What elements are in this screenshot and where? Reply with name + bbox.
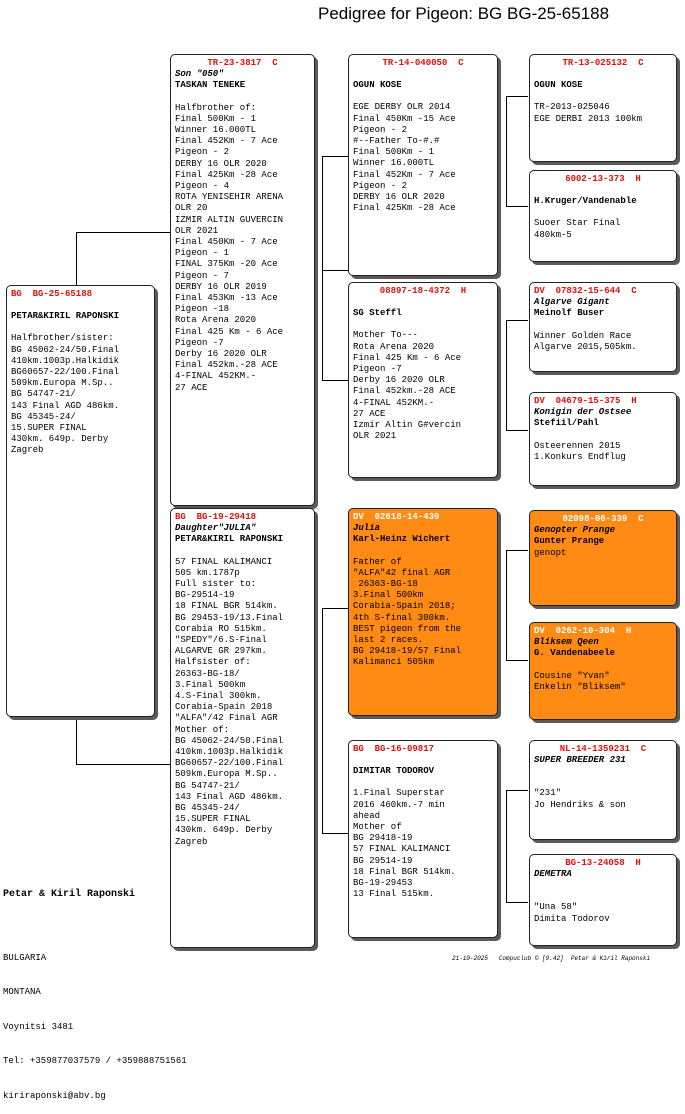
connector-line — [322, 156, 323, 286]
pigeon-notes: 57 FINAL KALIMANCI 505 km.1787p Full sister to: BG-29514-19 18 FINAL BGR 514km. BG 29453-19/13.Final Corabia RO 515km. "SPEDY"/6.S-Final ALGARVE GR 297km. Halfsister of: 26363-BG-18/ 3.Final 500km 4.S-Final 300km. Corabia-Spain 2018 "ALFA"/42 Final AGR Mother of: BG 45062-24/50.Final 410km.1003p.Halkidik BG60657-22/100.Final 509km.Europa M.Sp.. BG 54747-21/ 143 Final AGD 486km. BG 45345-24/ 15.SUPER FINAL 430km. 649p. Derby Zagreb — [175, 556, 284, 847]
sire-dam-card[interactable] — [348, 282, 498, 478]
sire-sire-card[interactable] — [348, 54, 498, 276]
dd-dam-card[interactable] — [529, 854, 677, 946]
pigeon-notes: Halfbrother/sister: BG 45062-24/50.Final 410km.1003p.Halkidik BG60657-22/100.Final 509km.Europa M.Sp.. BG 54747-21/ 143 Final AGD 486km. BG 45345-24/ 15.SUPER FINAL 430km. 649p. Derby Zagreb — [11, 333, 120, 456]
connector-line — [506, 550, 528, 551]
ring-number: TR-13-025132 C — [562, 58, 644, 68]
pigeon-name: Bliksem Qeen — [534, 637, 599, 648]
connector-line — [506, 96, 507, 206]
owner-name: PETAR&KIRIL RAPONSKI — [175, 534, 284, 545]
connector-line — [76, 764, 170, 765]
connector-line — [322, 833, 348, 834]
pigeon-name: Konigin der Ostsee — [534, 407, 632, 418]
footer-owner: Petar & Kiril Raponski — [570, 955, 651, 962]
connector-line — [506, 550, 507, 660]
ring-number: DV 04679-15-375 H — [534, 396, 637, 406]
footer-date: 21-10-2025 — [452, 955, 489, 962]
connector-line — [76, 232, 77, 287]
pigeon-name: Daughter"JULIA" — [175, 523, 257, 534]
ring-number: 6002-13-373 H — [565, 174, 641, 184]
owner-name: DIMITAR TODOROV — [353, 766, 435, 777]
connector-line — [506, 790, 528, 791]
connector-line — [322, 608, 323, 833]
connector-line — [506, 902, 528, 903]
pigeon-name: DEMETRA — [534, 869, 572, 880]
ring-number: BG-13-24058 H — [565, 858, 641, 868]
pigeon-notes: genopt — [534, 547, 567, 558]
pigeon-notes: Suoer Star Final 480km-5 — [534, 218, 621, 240]
pigeon-name: SUPER BREEDER 231 — [534, 755, 626, 766]
pigeon-notes: Halfbrother of: Final 500Km - 1 Winner 16.000TL Final 452Km - 7 Ace Pigeon - 2 DERBY 16 OLR 2020 Final 425Km -28 Ace Pigeon - 4 ROTA YENISEHIR ARENA OLR 20 IZMIR ALTIN GUVERCIN OLR 2021 Final 450Km - 7 Ace Pigeon - 1 FINAL 375Km -20 Ace Pigeon - 7 DERBY 16 OLR 2019 Final 453Km -13 Ace Pigeon -18 Rota Arena 2020 Final 425 Km - 6 Ace Pigeon -7 Derby 16 2020 OLR Final 452km.-28 ACE 4-FINAL 452KM.- 27 ACE — [175, 102, 284, 393]
connector-line — [322, 156, 348, 157]
pigeon-notes: Mother To--- Rota Arena 2020 Final 425 Km - 6 Ace Pigeon -7 Derby 16 2020 OLR Final 452km.-28 ACE 4-FINAL 452KM.- 27 ACE Izmir Altin G#vercin OLR 2021 — [353, 330, 462, 442]
breeder-name: Petar & Kiril Raponski — [3, 889, 136, 900]
dam-sire-card[interactable] — [348, 508, 498, 716]
breeder-phone: Tel: +359877037579 / +359888751561 — [3, 1056, 187, 1066]
owner-name: SG Steffl — [353, 308, 402, 319]
connector-line — [506, 320, 528, 321]
connector-line — [322, 270, 323, 380]
sd-dam-card[interactable] — [529, 392, 677, 486]
ss-sire-card[interactable] — [529, 54, 677, 162]
dd-sire-card[interactable] — [529, 740, 677, 840]
ring-number: NL-14-1359231 C — [559, 744, 647, 754]
ss-dam-card[interactable] — [529, 170, 677, 262]
pigeon-notes: TR-2013-025046 EGE DERBI 2013 100km — [534, 102, 643, 124]
breeder-email[interactable]: kiriraponski@abv.bg — [3, 1090, 106, 1101]
pigeon-notes: Winner Golden Race Algarve 2015,505km. — [534, 330, 637, 352]
ring-number: DV 07832-15-644 C — [534, 286, 637, 296]
owner-name: Karl-Heinz Wichert — [353, 534, 451, 545]
pigeon-name: Son "050" — [175, 69, 224, 80]
pigeon-notes: 1.Final Superstar 2016 460km.-7 min ahead Mother of BG 29418-19 57 FINAL KALIMANCI BG 29514-19 18 Final BGR 514km. BG-19-29453 13 Final 515km. — [353, 788, 456, 900]
owner-name: Meinolf Buser — [534, 308, 605, 319]
connector-line — [506, 320, 507, 430]
subject-card[interactable] — [6, 285, 155, 717]
sire-card[interactable] — [170, 54, 315, 506]
breeder-street: Voynitsi 3481 — [3, 1021, 74, 1032]
connector-line — [506, 430, 528, 431]
pigeon-name: Genopter Prange — [534, 525, 616, 536]
ring-number: TR-23-3817 C — [207, 58, 278, 68]
dam-card[interactable] — [170, 508, 315, 948]
owner-name: Gunter Prange — [534, 536, 605, 547]
owner-name: PETAR&KIRIL RAPONSKI — [11, 311, 120, 322]
pigeon-notes: EGE DERBY OLR 2014 Final 450Km -15 Ace Pigeon - 2 #--Father To-#.# Final 500Km - 1 Winner 16.000TL Final 452Km - 7 Ace Pigeon - 2 DERBY 16 OLR 2020 Final 425Km -28 Ace — [353, 102, 456, 214]
owner-name: H.Kruger/Vandenable — [534, 196, 637, 207]
ds-dam-card[interactable] — [529, 622, 677, 720]
breeder-country: BULGARIA — [3, 952, 47, 963]
pigeon-notes: Father of "ALFA"42 final AGR 26363-BG-18 3.Final 500km Corabia-Spain 2018; 4th S-final 300km. BEST pigeon from the last 2 races. BG 29418-19/57 Final Kalimanci 505km — [353, 556, 462, 668]
ring-number: 08897-18-4372 H — [379, 286, 467, 296]
ring-number: DV 0262-10-304 H — [534, 626, 632, 636]
breeder-contact — [3, 866, 187, 1114]
footer-software: Compuclub © [9.42] — [498, 955, 564, 962]
pigeon-notes: "231" Jo Hendriks & son — [534, 788, 626, 810]
connector-line — [506, 96, 528, 97]
connector-line — [506, 790, 507, 902]
owner-name: TASKAN TENEKE — [175, 80, 246, 91]
ds-sire-card[interactable] — [529, 510, 677, 606]
owner-name: Stefiil/Pahl — [534, 418, 599, 429]
pigeon-notes: Cousine "Yvan" Enkelin "Bliksem" — [534, 670, 626, 692]
ring-number: BG BG-16-09817 — [353, 744, 435, 754]
page-title: Pedigree for Pigeon: BG BG-25-65188 — [318, 4, 610, 23]
connector-line — [506, 206, 528, 207]
ring-number: DV 02618-14-439 — [353, 512, 440, 522]
ring-number: TR-14-040050 C — [382, 58, 464, 68]
footer — [452, 955, 650, 962]
pigeon-name: Julia — [353, 523, 381, 534]
connector-line — [76, 232, 170, 233]
owner-name: G. Vandenabeele — [534, 648, 616, 659]
dam-dam-card[interactable] — [348, 740, 498, 938]
pigeon-name: Algarve Gigant — [534, 297, 610, 308]
connector-line — [76, 716, 77, 764]
ring-number: BG BG-25-65188 — [11, 289, 93, 299]
connector-line — [322, 270, 348, 271]
connector-line — [506, 660, 528, 661]
ring-number: BG BG-19-29418 — [175, 512, 257, 522]
owner-name: OGUN KOSE — [534, 80, 583, 91]
ring-number: 02098-06-339 C — [562, 514, 644, 524]
connector-line — [322, 608, 348, 609]
sd-sire-card[interactable] — [529, 282, 677, 372]
pigeon-notes: Osteerennen 2015 1.Konkurs Endflug — [534, 440, 626, 462]
pigeon-notes: "Una 58" Dimita Todorov — [534, 902, 610, 924]
connector-line — [322, 380, 348, 381]
breeder-region: MONTANA — [3, 987, 41, 997]
owner-name: OGUN KOSE — [353, 80, 402, 91]
